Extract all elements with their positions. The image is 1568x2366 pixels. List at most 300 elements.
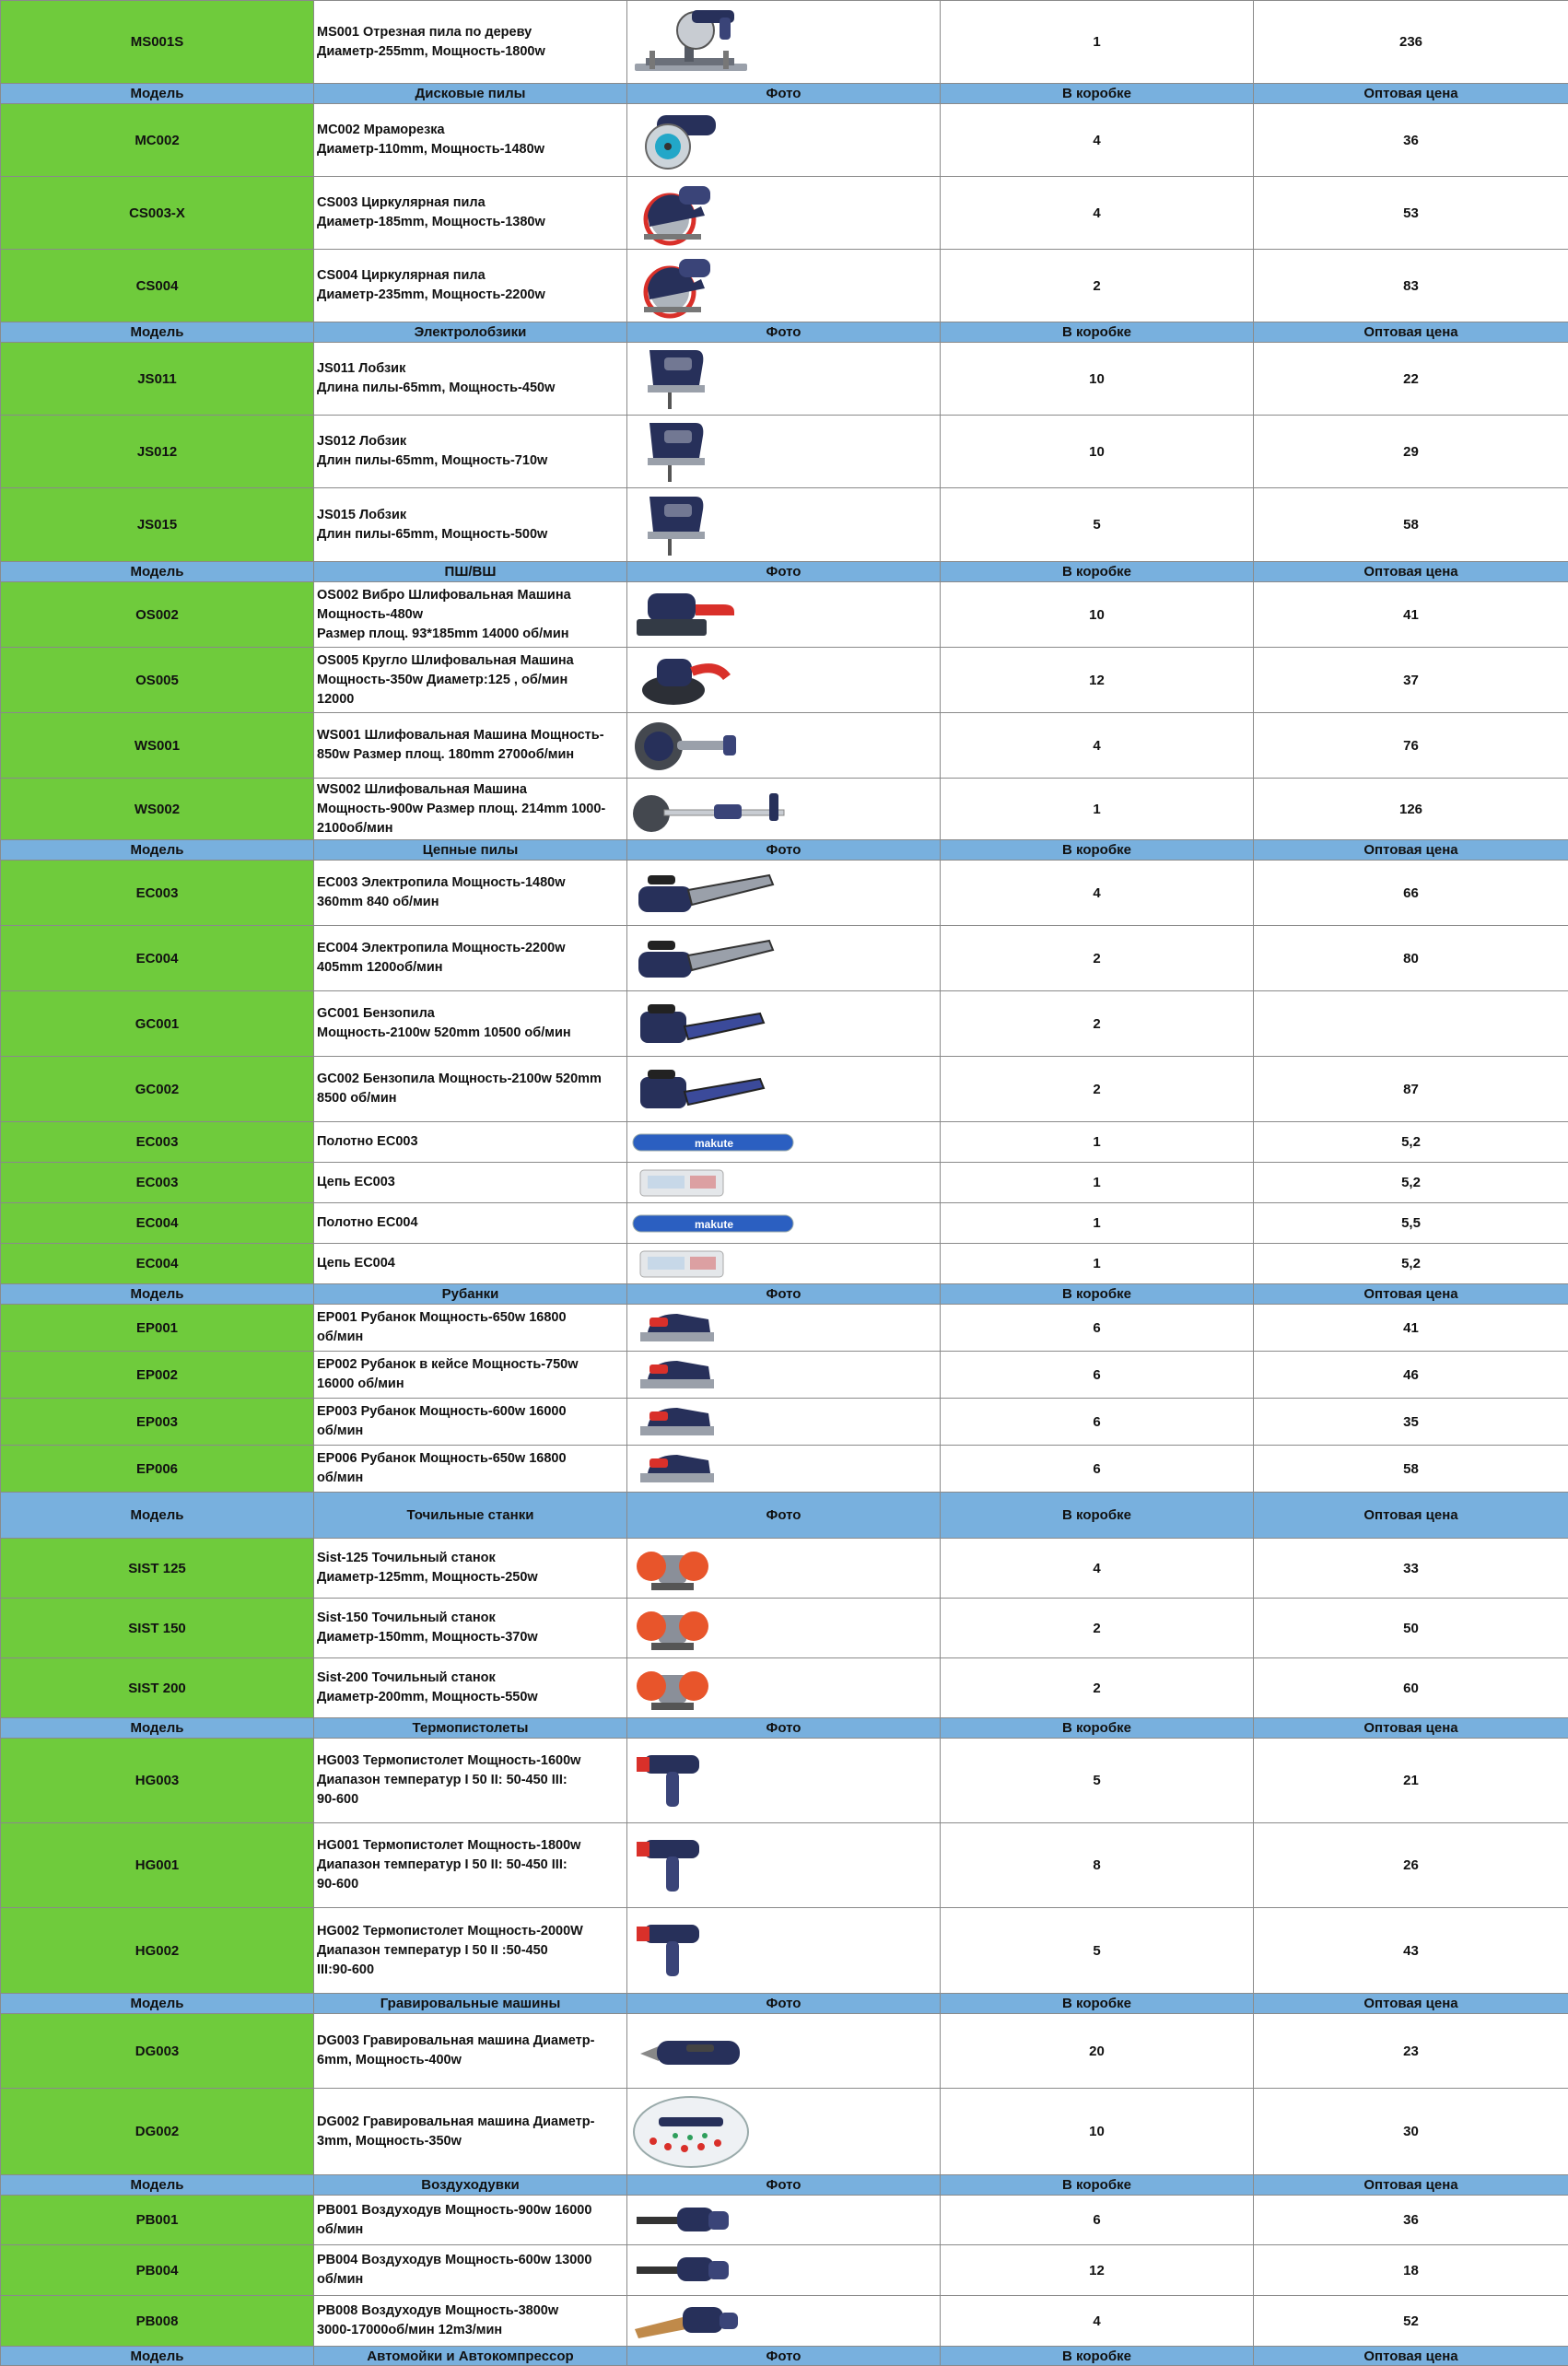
- category-header-row: [1, 322, 1568, 343]
- wholesale-price: 23: [1254, 2014, 1568, 2089]
- product-row: [1, 104, 1568, 177]
- product-row: [1, 250, 1568, 322]
- product-photo: [627, 1539, 941, 1599]
- wholesale-price: 83: [1254, 250, 1568, 322]
- product-photo: [627, 1908, 941, 1994]
- box-quantity: 20: [941, 2014, 1254, 2089]
- column-header-model: Модель: [1, 2175, 314, 2196]
- planer-icon: [631, 1306, 936, 1349]
- product-photo: [627, 991, 941, 1057]
- product-description: JS012 Лобзик Длин пилы-65mm, Мощность-710w: [314, 416, 627, 488]
- heat-gun-icon: [631, 1744, 936, 1818]
- wholesale-price: 52: [1254, 2296, 1568, 2347]
- category-header-row: [1, 84, 1568, 104]
- product-description: HG001 Термопистолет Мощность-1800w Диапазон температур I 50 II: 50-450 III: 90-600: [314, 1823, 627, 1908]
- product-model: EC003: [1, 861, 314, 926]
- column-header-model: Модель: [1, 1284, 314, 1305]
- category-header-row: [1, 2347, 1568, 2366]
- wholesale-price: 30: [1254, 2089, 1568, 2175]
- product-row: [1, 2245, 1568, 2296]
- category-title: Автомойки и Автокомпрессор: [314, 2347, 627, 2366]
- svg-text:makute: makute: [695, 1218, 733, 1231]
- product-description: JS015 Лобзик Длин пилы-65mm, Мощность-500w: [314, 488, 627, 562]
- product-model: DG003: [1, 2014, 314, 2089]
- product-description: GC001 Бензопила Мощность-2100w 520mm 10500 об/мин: [314, 991, 627, 1057]
- product-row: [1, 177, 1568, 250]
- electric-chainsaw-icon: [631, 928, 936, 989]
- air-blower-icon: [631, 2198, 936, 2243]
- product-model: PB004: [1, 2245, 314, 2296]
- column-header-photo: Фото: [627, 840, 941, 861]
- product-photo: [627, 2245, 941, 2296]
- wholesale-price: 41: [1254, 582, 1568, 648]
- wholesale-price: 5,5: [1254, 1203, 1568, 1244]
- product-photo: [627, 648, 941, 713]
- wall-sander-icon: [631, 715, 936, 776]
- product-row: [1, 1446, 1568, 1493]
- product-photo: [627, 1352, 941, 1399]
- column-header-model: Модель: [1, 2347, 314, 2366]
- gas-chainsaw-icon: [631, 1059, 936, 1119]
- box-quantity: 2: [941, 250, 1254, 322]
- box-quantity: 6: [941, 1399, 1254, 1446]
- product-row: [1, 488, 1568, 562]
- column-header-photo: Фото: [627, 84, 941, 104]
- product-photo: [627, 1244, 941, 1284]
- wholesale-price: 41: [1254, 1305, 1568, 1352]
- wholesale-price: 22: [1254, 343, 1568, 416]
- category-title: Рубанки: [314, 1284, 627, 1305]
- column-header-wholesale-price: Оптовая цена: [1254, 1718, 1568, 1739]
- wholesale-price: 50: [1254, 1599, 1568, 1658]
- product-model: JS011: [1, 343, 314, 416]
- product-description: PB008 Воздуходув Мощность-3800w 3000-17000об/мин 12m3/мин: [314, 2296, 627, 2347]
- product-model: EC004: [1, 1244, 314, 1284]
- product-model: HG001: [1, 1823, 314, 1908]
- wholesale-price: 58: [1254, 488, 1568, 562]
- product-model: WS002: [1, 779, 314, 840]
- column-header-box-qty: В коробке: [941, 1994, 1254, 2014]
- product-description: EC004 Электропила Мощность-2200w 405mm 1200об/мин: [314, 926, 627, 991]
- product-row: [1, 1658, 1568, 1718]
- product-row: [1, 1352, 1568, 1399]
- wholesale-price: [1254, 991, 1568, 1057]
- box-quantity: 2: [941, 1057, 1254, 1122]
- column-header-wholesale-price: Оптовая цена: [1254, 562, 1568, 582]
- product-model: EP006: [1, 1446, 314, 1493]
- column-header-photo: Фото: [627, 562, 941, 582]
- box-quantity: 1: [941, 1244, 1254, 1284]
- product-model: DG002: [1, 2089, 314, 2175]
- product-model: HG002: [1, 1908, 314, 1994]
- product-photo: [627, 2196, 941, 2245]
- product-model: EP002: [1, 1352, 314, 1399]
- product-photo: [627, 2296, 941, 2347]
- category-title: Воздуходувки: [314, 2175, 627, 2196]
- product-row: [1, 582, 1568, 648]
- product-row: [1, 343, 1568, 416]
- column-header-photo: Фото: [627, 322, 941, 343]
- wholesale-price: 35: [1254, 1399, 1568, 1446]
- box-quantity: 4: [941, 861, 1254, 926]
- product-description: HG003 Термопистолет Мощность-1600w Диапазон температур I 50 II: 50-450 III: 90-600: [314, 1739, 627, 1823]
- wholesale-price: 126: [1254, 779, 1568, 840]
- product-model: SIST 125: [1, 1539, 314, 1599]
- product-description: Полотно EC003: [314, 1122, 627, 1163]
- column-header-box-qty: В коробке: [941, 1284, 1254, 1305]
- planer-icon: [631, 1447, 936, 1490]
- column-header-model: Модель: [1, 322, 314, 343]
- product-photo: [627, 250, 941, 322]
- product-row: [1, 1823, 1568, 1908]
- product-model: PB001: [1, 2196, 314, 2245]
- product-row: [1, 1739, 1568, 1823]
- wholesale-price: 58: [1254, 1446, 1568, 1493]
- heat-gun-icon: [631, 1829, 936, 1903]
- product-description: GC002 Бензопила Мощность-2100w 520mm 8500 об/мин: [314, 1057, 627, 1122]
- product-description: DG002 Гравировальная машина Диаметр- 3mm, Мощность-350w: [314, 2089, 627, 2175]
- product-photo: [627, 343, 941, 416]
- product-description: Sist-200 Точильный станок Диаметр-200mm, Мощность-550w: [314, 1658, 627, 1718]
- box-quantity: 4: [941, 1539, 1254, 1599]
- box-quantity: 1: [941, 1203, 1254, 1244]
- box-quantity: 4: [941, 177, 1254, 250]
- box-quantity: 1: [941, 1, 1254, 84]
- product-description: JS011 Лобзик Длина пилы-65mm, Мощность-450w: [314, 343, 627, 416]
- box-quantity: 12: [941, 2245, 1254, 2296]
- product-row: [1, 713, 1568, 779]
- product-photo: [627, 104, 941, 177]
- product-photo: [627, 1739, 941, 1823]
- product-description: WS001 Шлифовальная Машина Мощность- 850w Размер площ. 180mm 2700об/мин: [314, 713, 627, 779]
- product-row: [1, 1539, 1568, 1599]
- box-quantity: 10: [941, 343, 1254, 416]
- category-header-row: [1, 1994, 1568, 2014]
- product-model: WS001: [1, 713, 314, 779]
- wholesale-price: 5,2: [1254, 1163, 1568, 1203]
- air-blower-icon: [631, 2248, 936, 2292]
- wholesale-price: 21: [1254, 1739, 1568, 1823]
- column-header-model: Модель: [1, 1493, 314, 1539]
- bench-grinder-icon: [631, 1660, 936, 1716]
- product-description: Цепь EC003: [314, 1163, 627, 1203]
- wholesale-price: 26: [1254, 1823, 1568, 1908]
- product-photo: [627, 1057, 941, 1122]
- category-header-row: [1, 562, 1568, 582]
- product-model: SIST 150: [1, 1599, 314, 1658]
- box-quantity: 5: [941, 1908, 1254, 1994]
- product-photo: [627, 1599, 941, 1658]
- gas-chainsaw-icon: [631, 993, 936, 1054]
- box-quantity: 6: [941, 2196, 1254, 2245]
- column-header-wholesale-price: Оптовая цена: [1254, 2347, 1568, 2366]
- wholesale-price: 53: [1254, 177, 1568, 250]
- product-photo: [627, 1658, 941, 1718]
- product-row: [1, 1305, 1568, 1352]
- column-header-box-qty: В коробке: [941, 84, 1254, 104]
- column-header-box-qty: В коробке: [941, 1718, 1254, 1739]
- leaf-blower-icon: [631, 2298, 936, 2344]
- product-photo: [627, 1122, 941, 1163]
- product-photo: [627, 1823, 941, 1908]
- product-model: HG003: [1, 1739, 314, 1823]
- box-quantity: 10: [941, 416, 1254, 488]
- product-row: [1, 1399, 1568, 1446]
- product-model: EC004: [1, 926, 314, 991]
- product-row: [1, 648, 1568, 713]
- product-description: MC002 Мраморезка Диаметр-110mm, Мощность-1480w: [314, 104, 627, 177]
- category-title: Дисковые пилы: [314, 84, 627, 104]
- column-header-wholesale-price: Оптовая цена: [1254, 1284, 1568, 1305]
- wholesale-price: 66: [1254, 861, 1568, 926]
- column-header-wholesale-price: Оптовая цена: [1254, 840, 1568, 861]
- product-row: [1, 1122, 1568, 1163]
- product-model: JS015: [1, 488, 314, 562]
- category-title: Цепные пилы: [314, 840, 627, 861]
- wholesale-price: 76: [1254, 713, 1568, 779]
- product-row: [1, 1244, 1568, 1284]
- jigsaw-icon: [631, 417, 936, 486]
- product-model: OS002: [1, 582, 314, 648]
- column-header-wholesale-price: Оптовая цена: [1254, 84, 1568, 104]
- product-description: CS003 Циркулярная пила Диаметр-185mm, Мощность-1380w: [314, 177, 627, 250]
- product-description: WS002 Шлифовальная Машина Мощность-900w Размер площ. 214mm 1000- 2100об/мин: [314, 779, 627, 840]
- product-photo: [627, 1446, 941, 1493]
- category-header-row: [1, 840, 1568, 861]
- column-header-model: Модель: [1, 1718, 314, 1739]
- product-description: EC003 Электропила Мощность-1480w 360mm 840 об/мин: [314, 861, 627, 926]
- product-model: SIST 200: [1, 1658, 314, 1718]
- orbital-sander-icon: [631, 584, 936, 645]
- category-title: Термопистолеты: [314, 1718, 627, 1739]
- product-model: MS001S: [1, 1, 314, 84]
- product-photo: [627, 177, 941, 250]
- product-row: [1, 1599, 1568, 1658]
- jigsaw-icon: [631, 491, 936, 559]
- price-list-body: [1, 1, 1568, 2366]
- wholesale-price: 36: [1254, 104, 1568, 177]
- product-description: PB004 Воздуходув Мощность-600w 13000 об/мин: [314, 2245, 627, 2296]
- miter-saw-icon: [631, 5, 936, 80]
- category-header-row: [1, 1284, 1568, 1305]
- product-row: [1, 2196, 1568, 2245]
- box-quantity: 2: [941, 1658, 1254, 1718]
- column-header-model: Модель: [1, 1994, 314, 2014]
- wholesale-price: 33: [1254, 1539, 1568, 1599]
- box-quantity: 4: [941, 2296, 1254, 2347]
- guide-bar-icon: [631, 1130, 936, 1155]
- product-row: [1, 861, 1568, 926]
- product-row: [1, 416, 1568, 488]
- product-row: [1, 1163, 1568, 1203]
- category-title: Гравировальные машины: [314, 1994, 627, 2014]
- product-description: Sist-125 Точильный станок Диаметр-125mm, Мощность-250w: [314, 1539, 627, 1599]
- box-quantity: 1: [941, 1122, 1254, 1163]
- product-photo: [627, 416, 941, 488]
- column-header-box-qty: В коробке: [941, 840, 1254, 861]
- box-quantity: 8: [941, 1823, 1254, 1908]
- product-row: [1, 926, 1568, 991]
- product-row: [1, 1057, 1568, 1122]
- product-description: OS002 Вибро Шлифовальная Машина Мощность-480w Размер площ. 93*185mm 14000 об/мин: [314, 582, 627, 648]
- circular-saw-icon: [631, 252, 936, 320]
- product-description: DG003 Гравировальная машина Диаметр- 6mm, Мощность-400w: [314, 2014, 627, 2089]
- product-model: GC002: [1, 1057, 314, 1122]
- column-header-model: Модель: [1, 562, 314, 582]
- planer-icon: [631, 1353, 936, 1396]
- product-row: [1, 2296, 1568, 2347]
- product-model: CS004: [1, 250, 314, 322]
- category-title: ПШ/ВШ: [314, 562, 627, 582]
- wholesale-price: 36: [1254, 2196, 1568, 2245]
- product-photo: [627, 1, 941, 84]
- product-description: CS004 Циркулярная пила Диаметр-235mm, Мощность-2200w: [314, 250, 627, 322]
- product-photo: [627, 2089, 941, 2175]
- product-photo: [627, 488, 941, 562]
- product-row: [1, 1203, 1568, 1244]
- category-header-row: [1, 2175, 1568, 2196]
- column-header-wholesale-price: Оптовая цена: [1254, 1994, 1568, 2014]
- wholesale-price: 5,2: [1254, 1122, 1568, 1163]
- wholesale-price: 18: [1254, 2245, 1568, 2296]
- box-quantity: 10: [941, 582, 1254, 648]
- product-photo: [627, 926, 941, 991]
- box-quantity: 6: [941, 1305, 1254, 1352]
- product-photo: [627, 1163, 941, 1203]
- wholesale-price: 43: [1254, 1908, 1568, 1994]
- column-header-box-qty: В коробке: [941, 2347, 1254, 2366]
- column-header-photo: Фото: [627, 2347, 941, 2366]
- column-header-model: Модель: [1, 84, 314, 104]
- product-model: EC004: [1, 1203, 314, 1244]
- product-row: [1, 1908, 1568, 1994]
- chain-pack-icon: [631, 1247, 936, 1281]
- column-header-wholesale-price: Оптовая цена: [1254, 322, 1568, 343]
- box-quantity: 2: [941, 926, 1254, 991]
- wholesale-price: 87: [1254, 1057, 1568, 1122]
- box-quantity: 12: [941, 648, 1254, 713]
- box-quantity: 1: [941, 779, 1254, 840]
- column-header-wholesale-price: Оптовая цена: [1254, 2175, 1568, 2196]
- product-photo: [627, 2014, 941, 2089]
- product-row: [1, 1, 1568, 84]
- svg-text:makute: makute: [695, 1137, 733, 1150]
- product-row: [1, 991, 1568, 1057]
- product-photo: [627, 1305, 941, 1352]
- column-header-box-qty: В коробке: [941, 322, 1254, 343]
- box-quantity: 4: [941, 104, 1254, 177]
- wholesale-price: 80: [1254, 926, 1568, 991]
- category-header-row: [1, 1493, 1568, 1539]
- column-header-wholesale-price: Оптовая цена: [1254, 1493, 1568, 1539]
- circular-saw-icon: [631, 179, 936, 247]
- product-description: MS001 Отрезная пила по дереву Диаметр-255mm, Мощность-1800w: [314, 1, 627, 84]
- column-header-photo: Фото: [627, 2175, 941, 2196]
- box-quantity: 5: [941, 1739, 1254, 1823]
- box-quantity: 1: [941, 1163, 1254, 1203]
- product-description: PB001 Воздуходув Мощность-900w 16000 об/мин: [314, 2196, 627, 2245]
- product-description: OS005 Кругло Шлифовальная Машина Мощность-350w Диаметр:125 , об/мин 12000: [314, 648, 627, 713]
- drywall-sander-icon: [631, 780, 936, 837]
- category-title: Электролобзики: [314, 322, 627, 343]
- box-quantity: 2: [941, 991, 1254, 1057]
- marble-cutter-icon: [631, 106, 936, 174]
- product-row: [1, 2089, 1568, 2175]
- product-photo: [627, 861, 941, 926]
- bench-grinder-icon: [631, 1600, 936, 1656]
- product-row: [1, 779, 1568, 840]
- product-model: OS005: [1, 648, 314, 713]
- category-header-row: [1, 1718, 1568, 1739]
- box-quantity: 2: [941, 1599, 1254, 1658]
- product-description: EP001 Рубанок Мощность-650w 16800 об/мин: [314, 1305, 627, 1352]
- jigsaw-icon: [631, 345, 936, 413]
- product-row: [1, 2014, 1568, 2089]
- product-photo: [627, 779, 941, 840]
- product-description: Полотно EC004: [314, 1203, 627, 1244]
- product-description: Цепь EC004: [314, 1244, 627, 1284]
- wholesale-price: 46: [1254, 1352, 1568, 1399]
- wholesale-price: 37: [1254, 648, 1568, 713]
- random-orbit-sander-icon: [631, 650, 936, 710]
- rotary-tool-icon: [631, 2019, 936, 2083]
- product-model: CS003-X: [1, 177, 314, 250]
- column-header-box-qty: В коробке: [941, 562, 1254, 582]
- product-photo: [627, 1399, 941, 1446]
- product-model: EC003: [1, 1163, 314, 1203]
- wholesale-price: 60: [1254, 1658, 1568, 1718]
- product-photo: [627, 713, 941, 779]
- product-description: Sist-150 Точильный станок Диаметр-150mm, Мощность-370w: [314, 1599, 627, 1658]
- wholesale-price: 236: [1254, 1, 1568, 84]
- wholesale-price: 5,2: [1254, 1244, 1568, 1284]
- product-model: JS012: [1, 416, 314, 488]
- column-header-photo: Фото: [627, 1994, 941, 2014]
- column-header-photo: Фото: [627, 1493, 941, 1539]
- box-quantity: 6: [941, 1352, 1254, 1399]
- planer-icon: [631, 1400, 936, 1443]
- product-description: EP006 Рубанок Мощность-650w 16800 об/мин: [314, 1446, 627, 1493]
- bench-grinder-icon: [631, 1540, 936, 1596]
- category-title: Точильные станки: [314, 1493, 627, 1539]
- product-description: HG002 Термопистолет Мощность-2000W Диапазон температур I 50 II :50-450 III:90-600: [314, 1908, 627, 1994]
- heat-gun-icon: [631, 1914, 936, 1987]
- product-model: GC001: [1, 991, 314, 1057]
- electric-chainsaw-icon: [631, 862, 936, 923]
- product-photo: [627, 1203, 941, 1244]
- column-header-photo: Фото: [627, 1718, 941, 1739]
- box-quantity: 10: [941, 2089, 1254, 2175]
- guide-bar-icon: [631, 1211, 936, 1236]
- wholesale-price: 29: [1254, 416, 1568, 488]
- column-header-box-qty: В коробке: [941, 1493, 1254, 1539]
- box-quantity: 6: [941, 1446, 1254, 1493]
- product-description: EP002 Рубанок в кейсе Мощность-750w 16000 об/мин: [314, 1352, 627, 1399]
- column-header-model: Модель: [1, 840, 314, 861]
- column-header-box-qty: В коробке: [941, 2175, 1254, 2196]
- chain-pack-icon: [631, 1166, 936, 1200]
- product-model: MC002: [1, 104, 314, 177]
- product-description: EP003 Рубанок Мощность-600w 16000 об/мин: [314, 1399, 627, 1446]
- rotary-tool-kit-icon: [631, 2093, 936, 2171]
- column-header-photo: Фото: [627, 1284, 941, 1305]
- product-model: EP003: [1, 1399, 314, 1446]
- box-quantity: 4: [941, 713, 1254, 779]
- box-quantity: 5: [941, 488, 1254, 562]
- product-model: EC003: [1, 1122, 314, 1163]
- product-model: EP001: [1, 1305, 314, 1352]
- product-photo: [627, 582, 941, 648]
